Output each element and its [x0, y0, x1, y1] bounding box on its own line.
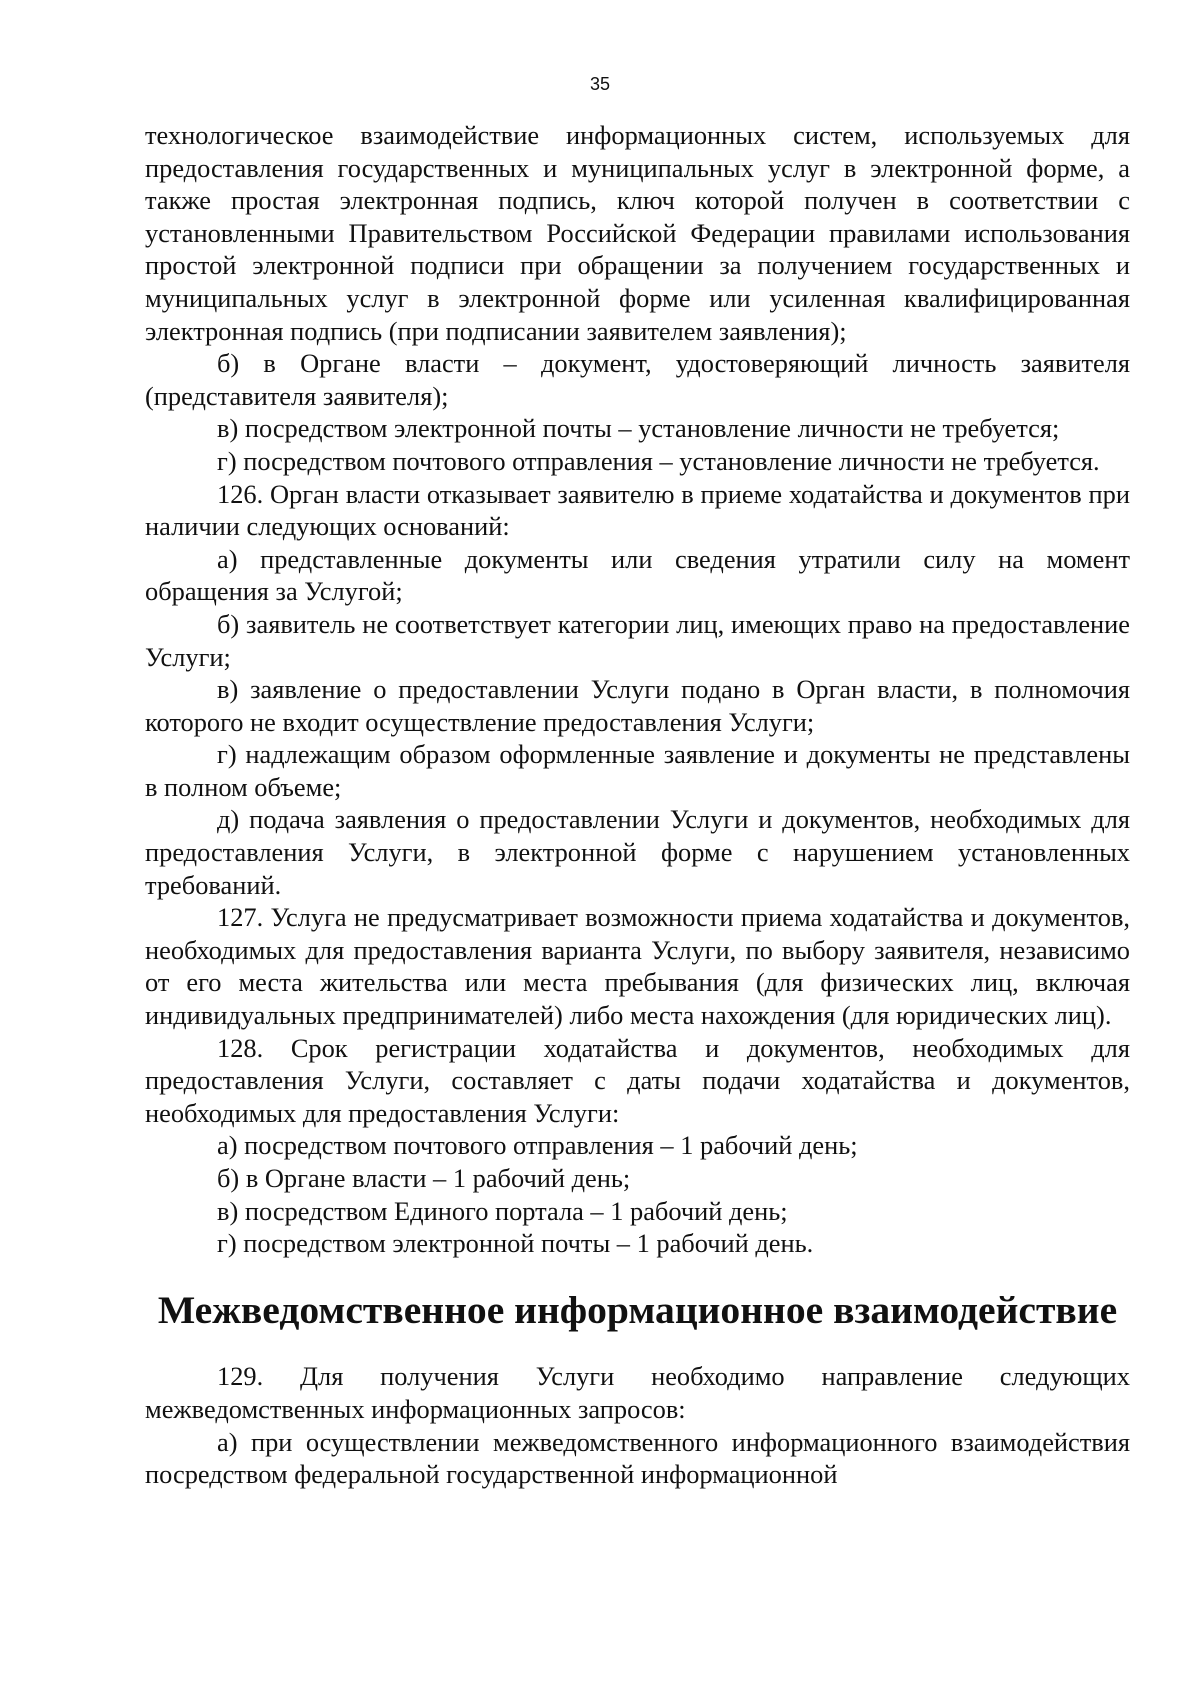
clause-126: 126. Орган власти отказывает заявителю в приеме ходатайства и документов при наличии следующих оснований:: [145, 478, 1130, 542]
section-heading: Межведомственное информационное взаимодействие: [157, 1287, 1118, 1332]
clause-126-item-a: а) представленные документы или сведения утратили силу на момент обращения за Услугой;: [145, 543, 1130, 607]
page-number: 35: [589, 74, 611, 94]
clause-128-item-g: г) посредством электронной почты – 1 рабочий день.: [217, 1228, 814, 1259]
paragraph-continuation: технологическое взаимодействие информационных систем, используемых для предоставления государственных и муниципальных услуг в электронной форме, а также простая электронная подпись, ключ которой получен в соответствии с установленными Правительством Российской Федерации правилами использования простой электронной подписи при обращении за получением государственных и муниципальных услуг в электронной форме или усиленная квалифицированная электронная подпись (при подписании заявителем заявления);: [145, 120, 1130, 346]
list-item-v: в) посредством электронной почты – установление личности не требуется;: [217, 413, 1060, 444]
clause-128-item-b: б) в Органе власти – 1 рабочий день;: [217, 1163, 631, 1193]
clause-126-item-v: в) заявление о предоставлении Услуги подано в Орган власти, в полномочия которого не входит осуществление предоставления Услуги;: [145, 674, 1130, 737]
clause-128-item-v: в) посредством Единого портала – 1 рабочий день;: [217, 1195, 788, 1226]
clause-128-item-a: а) посредством почтового отправления – 1 рабочий день;: [217, 1130, 858, 1161]
clause-126-item-g: г) надлежащим образом оформленные заявление и документы не представлены в полном объеме;: [145, 739, 1130, 802]
clause-129: 129. Для получения Услуги необходимо направление следующих межведомственных информационных запросов:: [145, 1361, 1130, 1424]
document-body: [145, 119, 1130, 1491]
clause-128: 128. Срок регистрации ходатайства и документов, необходимых для предоставления Услуги, составляет с даты подачи ходатайства и документов, необходимых для предоставления Услуги:: [145, 1032, 1130, 1128]
clause-126-item-d: д) подача заявления о предоставлении Услуги и документов, необходимых для предоставления Услуги, в электронной форме с нарушением установленных требований.: [145, 804, 1130, 900]
clause-127: 127. Услуга не предусматривает возможности приема ходатайства и документов, необходимых для предоставления варианта Услуги, по выбору заявителя, независимо от его места жительства или места пребывания (для физических лиц, включая индивидуальных предпринимателей) либо места нахождения (для юридических лиц).: [145, 902, 1130, 1031]
clause-129-item-a: а) при осуществлении межведомственного информационного взаимодействия посредством федеральной государственной информационной: [145, 1426, 1130, 1490]
clause-126-item-b: б) заявитель не соответствует категории лиц, имеющих право на предоставление Услуги;: [145, 608, 1130, 672]
list-item-b: б) в Органе власти – документ, удостоверяющий личность заявителя (представителя заявителя);: [145, 348, 1130, 411]
list-item-g: г) посредством почтового отправления – установление личности не требуется.: [217, 445, 1100, 476]
